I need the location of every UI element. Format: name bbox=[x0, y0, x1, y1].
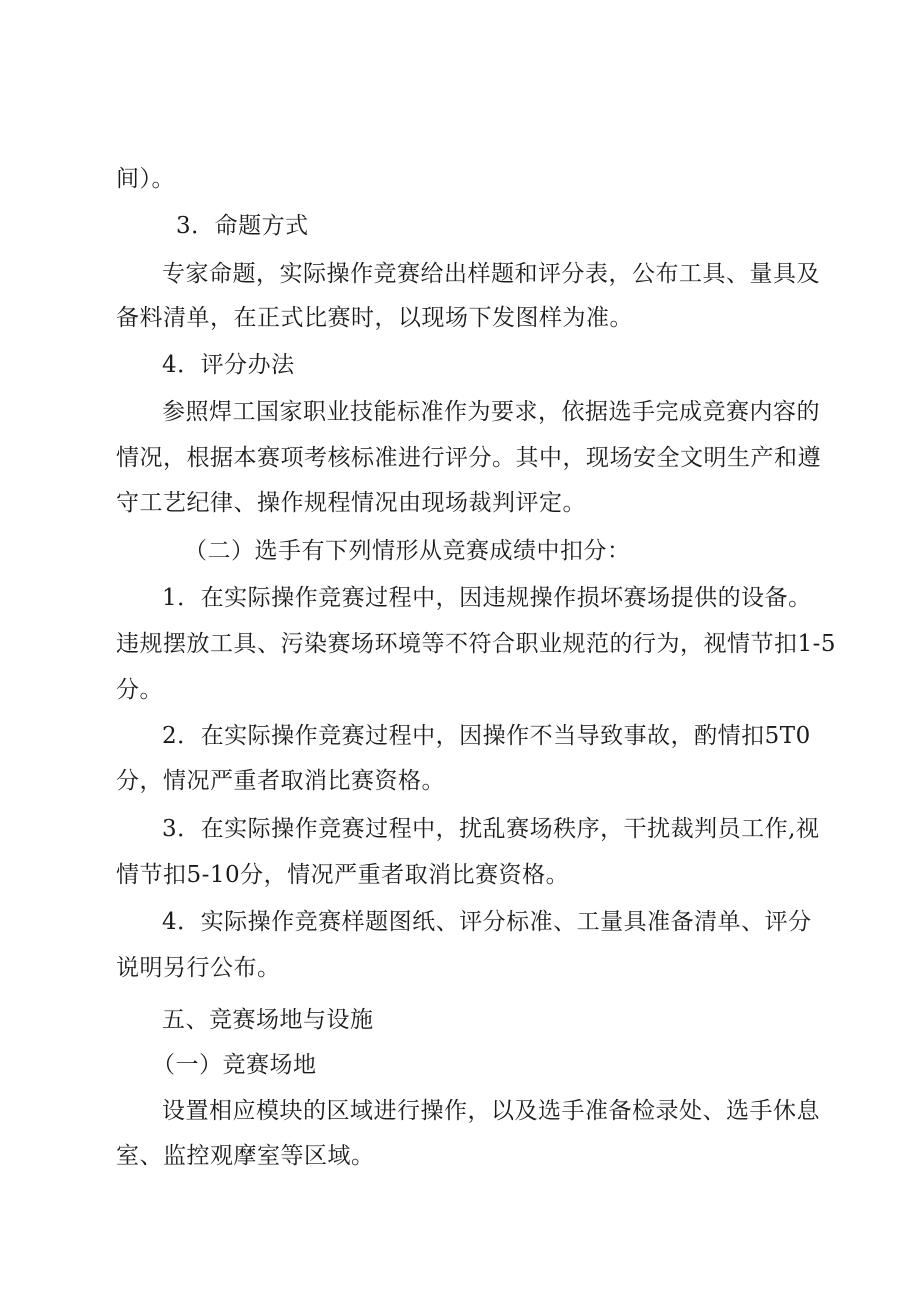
section-heading: （一）竞赛场地 bbox=[152, 1052, 317, 1078]
text-line: 说明另行公布。 bbox=[116, 955, 281, 981]
text-line: 参照焊工国家职业技能标准作为要求，依据选手完成竞赛内容的 bbox=[162, 399, 820, 425]
text-line: 4．实际操作竞赛样题图纸、评分标准、工量具准备清单、评分 bbox=[162, 909, 812, 935]
text-line: 守工艺纪律、操作规程情况由现场裁判评定。 bbox=[116, 490, 586, 516]
text-line: 设置相应模块的区域进行操作，以及选手准备检录处、选手休息 bbox=[162, 1098, 820, 1124]
section-heading: 3．命题方式 bbox=[176, 213, 309, 239]
text-line: 3．在实际操作竞赛过程中，扰乱赛场秩序，干扰裁判员工作,视 bbox=[162, 816, 820, 842]
text-line: 分，情况严重者取消比赛资格。 bbox=[116, 768, 445, 794]
text-line: 2．在实际操作竞赛过程中，因操作不当导致事故，酌情扣5T0 bbox=[162, 723, 811, 749]
text-line: 违规摆放工具、污染赛场环境等不符合职业规范的行为，视情节扣1-5 bbox=[116, 631, 837, 657]
text-line: 情节扣5-10分，情况严重者取消比赛资格。 bbox=[116, 862, 570, 888]
text-line: 专家命题，实际操作竞赛给出样题和评分表，公布工具、量具及 bbox=[162, 261, 820, 287]
text-line: 备料清单，在正式比赛时，以现场下发图样为准。 bbox=[116, 305, 633, 331]
section-heading: 4．评分办法 bbox=[162, 352, 295, 378]
text-line: 分。 bbox=[116, 677, 163, 703]
text-line: 室、监控观摩室等区域。 bbox=[116, 1143, 375, 1169]
text-line: 1．在实际操作竞赛过程中，因违规操作损坏赛场提供的设备。 bbox=[162, 585, 812, 611]
text-line: 情况，根据本赛项考核标准进行评分。其中，现场安全文明生产和遵 bbox=[116, 445, 821, 471]
chapter-heading: 五、竞赛场地与设施 bbox=[162, 1007, 374, 1033]
section-heading: （二）选手有下列情形从竞赛成绩中扣分： bbox=[184, 538, 631, 564]
text-line: 间）。 bbox=[116, 166, 175, 192]
